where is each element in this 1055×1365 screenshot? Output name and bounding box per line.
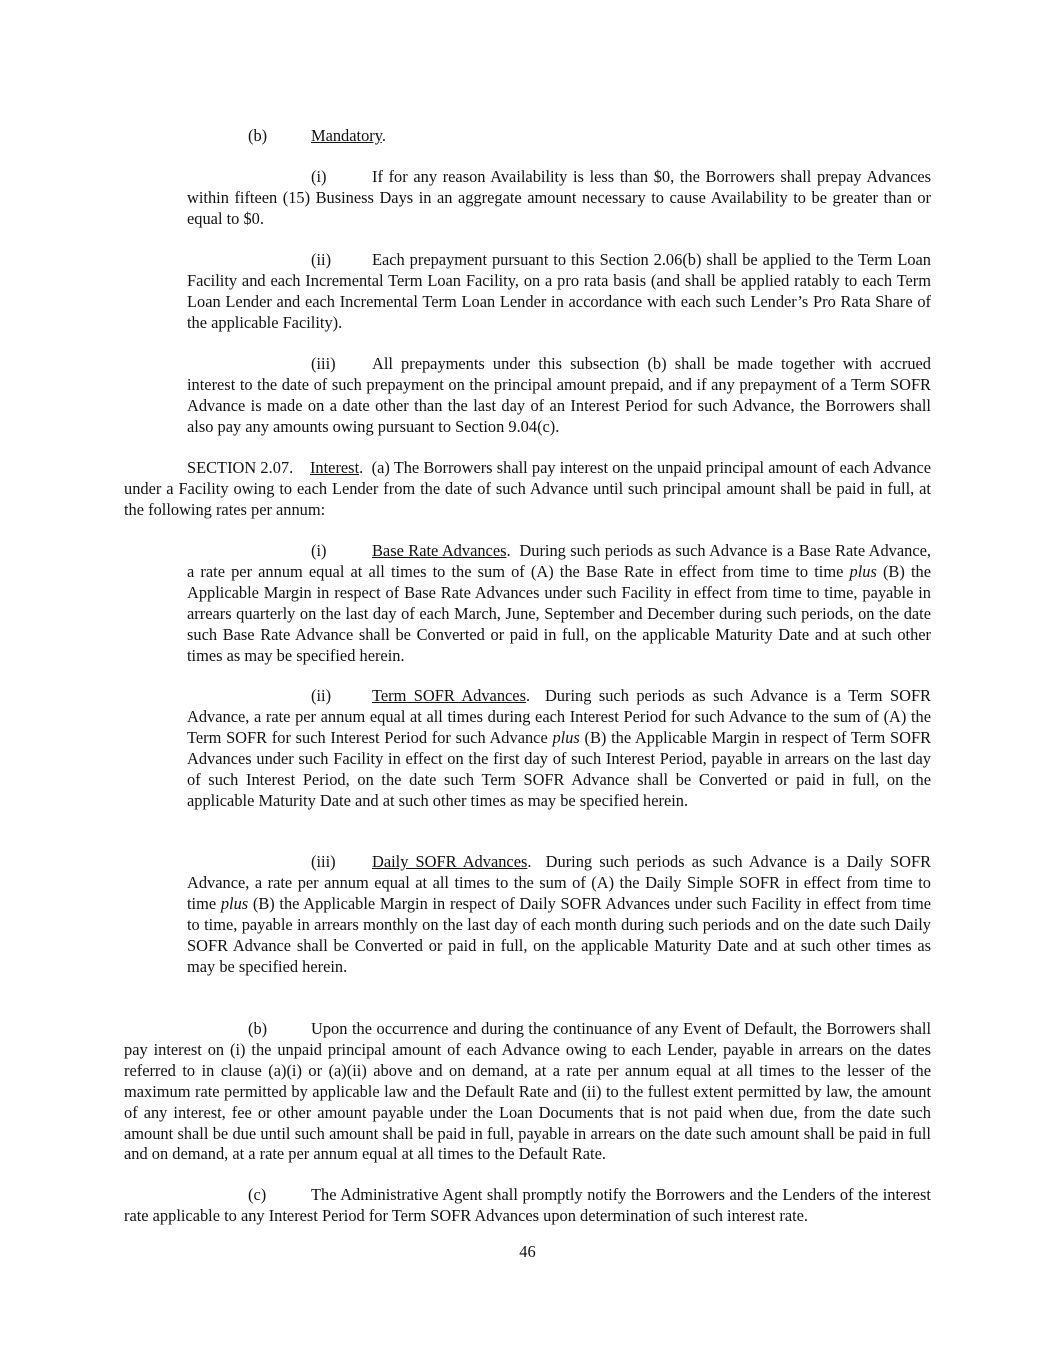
clause-text-part1: During such periods as such Advance is a Term SOFR Advance, a rate per annum equal at all times during each Interest Period for such Advance to the sum of (A) the Term SOFR for such Interest Period for such Advance bbox=[187, 686, 931, 747]
clause-number: (iii) bbox=[311, 852, 336, 871]
daily-sofr-advances-clause: (iii) Daily SOFR Advances. During such periods as such Advance is a Daily SOFR Advance, a rate per annum equal at all times to the sum of (A) the Daily Simple SOFR in effect from time to time plus (B) the Applicable Margin in respect of Daily SOFR Advances under such Facility in effect from time to time, payable in arrears monthly on the last day of each month during such periods and on the date such Daily SOFR Advance shall be Converted or paid in full, on the applicable Maturity Date and at such other times as may be specified herein. bbox=[187, 852, 931, 976]
mandatory-clause-ii bbox=[187, 250, 931, 334]
clause-text-part2: (B) the Applicable Margin in respect of Base Rate Advances under such Facility in effect from time to time, payable in arrears quarterly on the last day of each March, June, September and December during such periods, on the date such Base Rate Advance shall be Converted or paid in full, on the applicable Maturity Date and at such other times as may be specified herein. bbox=[187, 561, 931, 665]
section-2-07-paragraph: SECTION 2.07. Interest. (a) The Borrowers shall pay interest on the unpaid principal amount of each Advance under a Facility owing to each Lender from the date of such Advance until such principal amount shall be paid in full, at the following rates per annum: bbox=[124, 458, 931, 519]
clause-text: All prepayments under this subsection (b) shall be made together with accrued interest to the date of such prepayment on the principal amount prepaid, and if any prepayment of a Term SOFR Advance is made on a date other than the last day of an Interest Period for such Advance, the Borrowers shall also pay any amounts owing pursuant to Section 9.04(c). bbox=[187, 354, 931, 436]
paragraph-text: Upon the occurrence and during the continuance of any Event of Default, the Borrowers shall pay interest on (i) the unpaid principal amount of each Advance owing to each Lender, payable in arrears on the dates referred to in clause (a)(i) or (a)(ii) above and on demand, at a rate per annum equal at all times to the lesser of the maximum rate permitted by applicable law and the Default Rate and (ii) to the fullest extent permitted by law, the amount of any interest, fee or other amount payable under the Loan Documents that is not paid when due, from the date such amount shall be due until such amount shall be paid in full, payable in arrears on the date such amount shall be paid in full and on demand, at a rate per annum equal at all times to the Default Rate. bbox=[124, 1019, 931, 1164]
clause-text: Each prepayment pursuant to this Section 2.06(b) shall be applied to the Term Loan Facility and each Incremental Term Loan Facility, on a pro rata basis (and shall be applied ratably to each Term Loan Lender and each Incremental Term Loan Lender in accordance with each such Lender’s Pro Rata Share of the applicable Facility). bbox=[187, 250, 931, 332]
clause-text-part2: (B) the Applicable Margin in respect of Term SOFR Advances under such Facility in effect on the first day of such Interest Period, payable in arrears on the last day of such Interest Period, on the date such Term SOFR Advance shall be Converted or paid in full, on the applicable Maturity Date and at such other times as may be specified herein. bbox=[187, 727, 932, 810]
clause-number: (ii) bbox=[311, 250, 332, 269]
notification-paragraph bbox=[124, 1185, 931, 1227]
clause-number: (iii) bbox=[311, 354, 336, 373]
clause-number: (i) bbox=[311, 167, 327, 186]
section-text: (a) The Borrowers shall pay interest on the unpaid principal amount of each Advance under a Facility owing to each Lender from the date of such Advance until such principal amount shall be paid in full, at the following rates per annum: bbox=[124, 458, 931, 519]
section-number: SECTION 2.07. bbox=[187, 458, 294, 477]
section-title: Interest bbox=[309, 458, 360, 477]
clause-title: Term SOFR Advances bbox=[372, 686, 526, 705]
clause-text-part2: (B) the Applicable Margin in respect of Daily SOFR Advances under such Facility in effect from time to time, payable in arrears monthly on the last day of each month during such periods and on the date such Daily SOFR Advance shall be Converted or paid in full, on the applicable Maturity Date and at such other times as may be specified herein. bbox=[187, 893, 931, 976]
plus-term: plus bbox=[849, 561, 877, 581]
clause-text-part1: During such periods as such Advance is a Daily SOFR Advance, a rate per annum equal at all times to the sum of (A) the Daily Simple SOFR in effect from time to time bbox=[187, 852, 931, 913]
clause-number: (i) bbox=[311, 541, 327, 560]
mandatory-label: (b) bbox=[248, 126, 268, 145]
plus-term: plus bbox=[552, 727, 580, 747]
plus-term: plus bbox=[220, 893, 249, 913]
page-number: 46 bbox=[519, 1242, 536, 1261]
mandatory-clause-iii bbox=[187, 354, 931, 438]
clause-title: Daily SOFR Advances bbox=[372, 852, 528, 871]
paragraph-label: (c) bbox=[248, 1185, 267, 1204]
clause-title: Base Rate Advances bbox=[372, 541, 507, 560]
mandatory-clause-i bbox=[187, 167, 931, 230]
paragraph-text: The Administrative Agent shall promptly notify the Borrowers and the Lenders of the interest rate applicable to any Interest Period for Term SOFR Advances upon determination of such interest rate. bbox=[124, 1185, 931, 1225]
clause-number: (ii) bbox=[311, 686, 332, 705]
mandatory-heading: (b) Mandatory. bbox=[248, 126, 386, 145]
base-rate-advances-clause: (i) Base Rate Advances. During such periods as such Advance is a Base Rate Advance, a rate per annum equal at all times to the sum of (A) the Base Rate in effect from time to time plus (B) the Applicable Margin in respect of Base Rate Advances under such Facility in effect from time to time, payable in arrears quarterly on the last day of each March, June, September and December during such periods, on the date such Base Rate Advance shall be Converted or paid in full, on the applicable Maturity Date and at such other times as may be specified herein. bbox=[187, 541, 931, 665]
term-sofr-advances-clause: (ii) Term SOFR Advances. During such periods as such Advance is a Term SOFR Advance, a rate per annum equal at all times during each Interest Period for such Advance to the sum of (A) the Term SOFR for such Interest Period for such Advance plus (B) the Applicable Margin in respect of Term SOFR Advances under such Facility in effect on the first day of such Interest Period, payable in arrears on the last day of such Interest Period, on the date such Term SOFR Advance shall be Converted or paid in full, on the applicable Maturity Date and at such other times as may be specified herein. bbox=[187, 686, 932, 810]
mandatory-title: Mandatory bbox=[311, 126, 382, 145]
default-interest-paragraph bbox=[124, 1019, 931, 1165]
clause-text: If for any reason Availability is less than $0, the Borrowers shall prepay Advances within fifteen (15) Business Days in an aggregate amount necessary to cause Availability to be greater than or equal to $0. bbox=[187, 167, 931, 228]
clause-text-part1: During such periods as such Advance is a Base Rate Advance, a rate per annum equal at all times to the sum of (A) the Base Rate in effect from time to time bbox=[187, 541, 931, 581]
paragraph-label: (b) bbox=[248, 1019, 268, 1038]
